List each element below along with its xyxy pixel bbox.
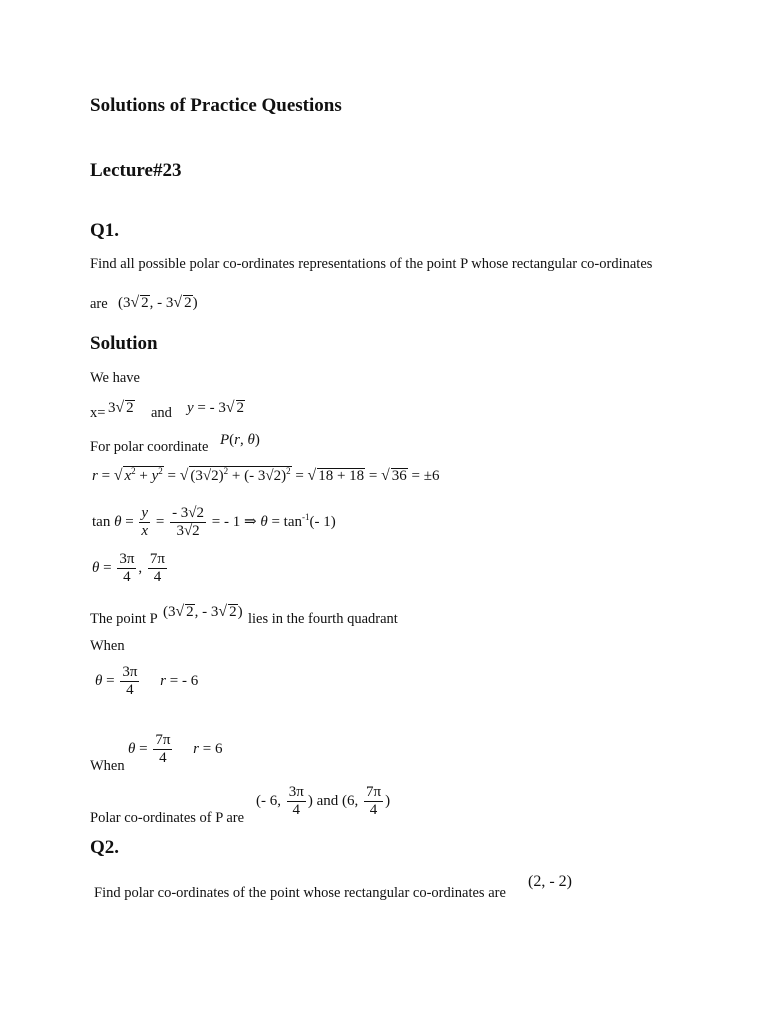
page-title: Solutions of Practice Questions <box>90 95 342 116</box>
polar-point-formula: P(r, θ) <box>220 432 260 448</box>
x-label: x= <box>90 405 106 421</box>
when-label-1: When <box>90 638 125 654</box>
y-value-formula: y = - 3√ 2 <box>187 399 245 416</box>
when-label-2: When <box>90 758 125 774</box>
q1-heading: Q1. <box>90 220 120 241</box>
tan-formula: tan θ = $\frac{y}{x}$ = $\frac{- 3√2}{3√2}$ = - 1 ⇒ $\theta = \tan^{-1}(-$ 1) <box>92 505 336 540</box>
fourth-quadrant-text-end: lies in the fourth quadrant <box>248 611 398 627</box>
q2-question-text: Find polar co-ordinates of the point whose rectangular co-ordinates are <box>94 885 506 901</box>
q1-point-formula: (3√ 2, - 3√ 2) <box>118 294 198 311</box>
and-label: and <box>151 405 172 421</box>
x-value-formula: 3√ 2 <box>108 399 134 416</box>
fourth-quadrant-point-formula: (3√ 2, - 3√ 2) <box>163 603 243 620</box>
q1-question-text: Find all possible polar co-ordinates representations of the point P whose rectangular co-ordinates <box>90 256 653 272</box>
polar-coordinates-label: Polar co-ordinates of P are <box>90 810 245 826</box>
solution-heading: Solution <box>90 333 158 354</box>
q2-heading: Q2. <box>90 837 120 858</box>
polar-coordinates-answer: (- 6, $\frac{3\pi}{4}$ ) and (6, $\frac{7\pi}{4}$ ) <box>256 784 391 819</box>
lecture-heading: Lecture#23 <box>90 160 182 181</box>
q2-point-formula: (2, - 2) <box>528 873 572 890</box>
fourth-quadrant-text-start: The point P <box>90 611 158 627</box>
r-formula: r = √ $x^2 + y^2$ = √ $(3√2)^2$ + (- 3√2)$^2$ = √ 18 + 18 = √ 36 = ±6 <box>92 466 440 484</box>
q1-are-label: are <box>90 296 108 312</box>
we-have-text: We have <box>90 370 140 386</box>
case1-formula: θ = $\frac{3\pi}{4}$ r = - 6 <box>95 664 199 699</box>
for-polar-text: For polar coordinate <box>90 439 209 455</box>
theta-values-formula: θ = $\frac{3\pi}{4}$ , $\frac{7\pi}{4}$ <box>92 551 165 586</box>
case2-formula: θ = $\frac{7\pi}{4}$ r = 6 <box>128 732 223 767</box>
